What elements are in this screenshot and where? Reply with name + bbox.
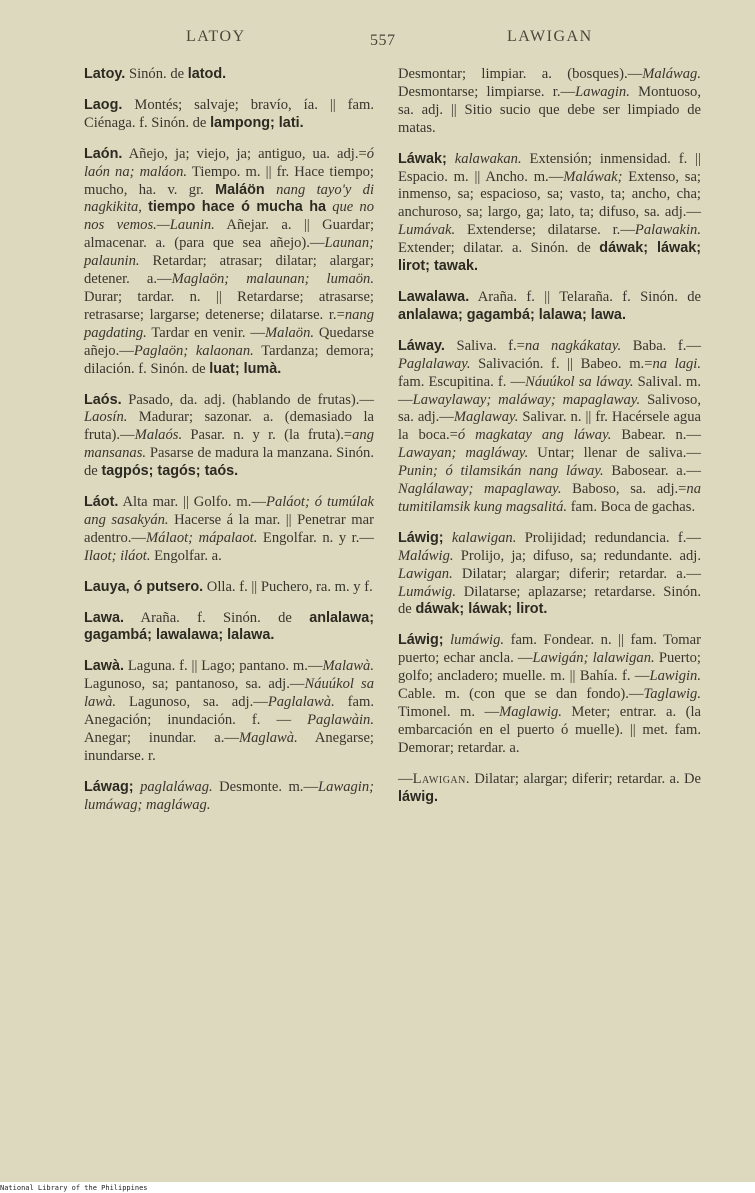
entry-headword: Láwak; bbox=[398, 150, 447, 167]
cross-reference: luat; lumà. bbox=[209, 360, 282, 377]
cross-reference: tagpós; tagós; taós. bbox=[101, 463, 239, 480]
definition-text: Baba. f.— bbox=[621, 337, 701, 354]
example-phrase: Maglaön; malaunan; lumaön. bbox=[171, 271, 374, 288]
example-phrase: ó laón na; maláon. bbox=[84, 145, 374, 180]
example-phrase: Náuúkol sa láway. bbox=[525, 373, 634, 390]
example-phrase: Paglalawà. bbox=[267, 694, 335, 711]
entry-headword: Lauya, ó putsero. bbox=[84, 578, 204, 595]
cross-reference: dáwak; láwak; lirot; tawak. bbox=[398, 240, 701, 275]
definition-text: Hacerse á la mar. || Penetrar mar adentro.— bbox=[84, 511, 374, 546]
example-phrase: lumáwig. bbox=[450, 632, 505, 649]
definition-text: Dilatarse; aplazarse; retardarse. Sinón. de bbox=[398, 583, 701, 618]
right-column bbox=[398, 66, 701, 820]
definition-text: Desmontarse; limpiarse. r.— bbox=[398, 83, 576, 100]
example-phrase: Ilaot; iláot. bbox=[84, 547, 151, 564]
definition-text: Salivar. n. || fr. Hacérsele agua la boca.= bbox=[398, 409, 701, 444]
example-phrase: Lawayan; magláway. bbox=[398, 445, 529, 462]
cross-reference: anlalawa; gagambá; lawalawa; lalawa. bbox=[84, 609, 374, 644]
definition-text: fam. Boca de gachas. bbox=[567, 498, 696, 515]
definition-text: Dilatar; alargar; diferir; retardar. a. De bbox=[470, 770, 701, 787]
example-phrase: que no nos vemos.—Launin. bbox=[84, 199, 374, 234]
example-phrase: na nagkákatay. bbox=[524, 337, 622, 354]
example-phrase: na tumitilamsik kung magsalitá. bbox=[398, 481, 701, 515]
definition-text: Montés; salvaje; bravío, ía. || fam. Ciénaga. f. Sinón. de bbox=[84, 96, 374, 131]
definition-text: Prolijidad; redundancia. f.— bbox=[516, 529, 702, 546]
example-phrase: Malaön. bbox=[264, 324, 315, 341]
definition-text: Lagunoso, sa; pantanoso, sa. adj.— bbox=[84, 676, 305, 693]
example-phrase: Malaós. bbox=[134, 427, 183, 444]
example-phrase: kalawakan. bbox=[454, 150, 522, 167]
cross-reference: lampong; lati. bbox=[210, 114, 304, 131]
entry-headword: Lawalawa. bbox=[398, 288, 470, 305]
dictionary-entry bbox=[398, 151, 701, 276]
definition-text: Añejar. a. || Guardar; almacenar. a. (para que sea añejo).— bbox=[84, 217, 375, 252]
definition-text: Salival. m.— bbox=[398, 373, 701, 408]
example-phrase: Lawigin. bbox=[649, 668, 701, 685]
dictionary-entry bbox=[398, 338, 701, 517]
cross-reference: latod. bbox=[187, 66, 227, 82]
dictionary-entry bbox=[398, 632, 701, 757]
definition-text: Puerto; golfo; ancladero; muelle. m. || Bahía. f. — bbox=[398, 650, 701, 685]
example-phrase: Maglawà. bbox=[238, 730, 298, 746]
definition-text bbox=[447, 151, 455, 167]
definition-text: Extender; dilatar. a. Sinón. de bbox=[398, 240, 600, 257]
example-phrase: Paglaön; kalaonan. bbox=[133, 342, 254, 359]
definition-text: Meter; entrar. a. (la embarcación en el puerto ó muelle). || met. fam. Demorar; retardar. a. bbox=[398, 704, 701, 756]
definition-text: Babosear. a.— bbox=[603, 463, 701, 480]
definition-text: Montuoso, sa. adj. || Sitio sucio que debe ser limpiado de matas. bbox=[398, 83, 702, 136]
example-phrase: Lumávak. bbox=[398, 222, 456, 239]
example-phrase: Punin; ó tilamsikán nang láway. bbox=[398, 463, 604, 480]
cross-reference: tiempo hace ó mucha ha bbox=[148, 199, 327, 216]
definition-text: Extensión; inmensidad. f. || Espacio. m. || Ancho. m.— bbox=[398, 150, 701, 185]
definition-text: Prolijo, ja; difuso, sa; redundante. adj. bbox=[453, 547, 701, 564]
example-phrase: Lawaylaway; maláway; mapaglaway. bbox=[412, 391, 641, 408]
definition-text: Tiempo. m. || fr. Hace tiempo; mucho, ha. v. gr. bbox=[84, 163, 374, 198]
definition-text: Desmontar; limpiar. a. (bosques).— bbox=[398, 66, 643, 82]
definition-text: Laguna. f. || Lago; pantano. m.— bbox=[124, 658, 323, 675]
example-phrase: Paglalaway. bbox=[398, 355, 471, 372]
example-phrase: nang pagdating. bbox=[84, 306, 374, 341]
example-phrase: Naglálaway; mapaglaway. bbox=[398, 481, 562, 498]
dictionary-entry bbox=[84, 658, 374, 765]
definition-text: Alta mar. || Golfo. m.— bbox=[118, 494, 267, 511]
example-phrase: ó magkatay ang láway. bbox=[457, 427, 612, 444]
definition-text: Araña. f. Sinón. de bbox=[124, 609, 310, 626]
definition-text: Lawigan. bbox=[412, 770, 471, 787]
definition-text: Añejo, ja; viejo, ja; antiguo, ua. adj.= bbox=[122, 145, 367, 162]
definition-text: Cable. m. (con que se dan fondo).— bbox=[398, 686, 644, 703]
definition-text: Quedarse añejo.— bbox=[84, 324, 374, 359]
example-phrase: Lawagin. bbox=[575, 83, 630, 100]
entry-headword: Láwig; bbox=[398, 529, 444, 546]
example-phrase: Lumáwig. bbox=[398, 583, 456, 600]
definition-text: Lagunoso, sa. adj.— bbox=[116, 694, 268, 711]
footer-credit: National Library of the Philippines bbox=[0, 1184, 148, 1192]
definition-text: fam. Anegación; inundación. f. — bbox=[84, 694, 374, 729]
entry-headword: Láot. bbox=[84, 494, 119, 511]
definition-text: Anegarse; inundarse. r. bbox=[84, 730, 374, 764]
running-head-left: LATOY bbox=[186, 28, 246, 45]
example-phrase: Maláwag. bbox=[642, 66, 701, 82]
definition-text: Salivación. f. || Babeo. m.= bbox=[470, 355, 653, 372]
definition-text: Retardar; atrasar; dilatar; alargar; detener. a.— bbox=[84, 253, 374, 288]
definition-text: fam. Escupitina. f. — bbox=[398, 373, 526, 390]
definition-text: Saliva. f.= bbox=[444, 337, 525, 354]
running-head-right: LAWIGAN bbox=[507, 28, 593, 45]
entry-headword: Latoy. bbox=[84, 66, 126, 82]
entry-headword: Laós. bbox=[84, 391, 122, 408]
definition-text: Durar; tardar. n. || Retardarse; atrasarse; retrasarse; largarse; detenerse; dilatarse. r.= bbox=[84, 288, 374, 323]
example-phrase: Lawigan. bbox=[398, 565, 453, 582]
definition-text: Pasarse de madura la manzana. Sinón. de bbox=[84, 445, 374, 480]
definition-text: Salivoso, sa. adj.— bbox=[398, 391, 701, 426]
definition-text: Tardar en venir. — bbox=[146, 324, 265, 341]
dictionary-entry bbox=[84, 146, 374, 379]
entry-headword: Laog. bbox=[84, 96, 123, 113]
example-phrase: Maláwak; bbox=[563, 168, 623, 185]
definition-text: Pasar. n. y r. (la fruta).= bbox=[182, 427, 353, 444]
definition-text bbox=[265, 182, 276, 198]
example-phrase: Taglawig. bbox=[643, 686, 701, 703]
cross-reference: anlalawa; gagambá; lalawa; lawa. bbox=[398, 306, 626, 323]
example-phrase: kalawigan. bbox=[451, 529, 517, 546]
definition-text: Anegar; inundar. a.— bbox=[84, 730, 239, 746]
definition-text: Engolfar. a. bbox=[150, 547, 222, 564]
example-phrase: Lawigán; lalawigan. bbox=[532, 650, 655, 667]
left-column bbox=[84, 66, 374, 828]
cross-reference: Maláön bbox=[215, 181, 265, 198]
example-phrase: Launan; palaunin. bbox=[84, 235, 374, 270]
example-phrase: Palawakin. bbox=[634, 222, 701, 239]
definition-text: Extenderse; dilatarse. r.— bbox=[455, 222, 635, 239]
example-phrase: Málaot; mápalaot. bbox=[146, 529, 258, 546]
entry-headword: Laón. bbox=[84, 145, 123, 162]
entry-headword: Lawa. bbox=[84, 609, 124, 626]
definition-text: Araña. f. || Telaraña. f. Sinón. de bbox=[469, 288, 701, 305]
page-number: 557 bbox=[370, 32, 396, 49]
definition-text: Babear. n.— bbox=[611, 427, 702, 444]
cross-reference: dáwak; láwak; lirot. bbox=[415, 601, 548, 618]
entry-headword: Láway. bbox=[398, 337, 445, 354]
entry-headword: Láwig; bbox=[398, 632, 444, 649]
example-phrase: Maláwig. bbox=[398, 547, 454, 564]
example-phrase: paglaláwag. bbox=[140, 778, 213, 795]
dictionary-entry bbox=[84, 579, 374, 597]
dictionary-entry bbox=[398, 289, 701, 325]
dictionary-entry bbox=[84, 610, 374, 646]
dictionary-entry bbox=[84, 66, 374, 84]
example-phrase: Paláot; ó tumúlak ang sasakyán. bbox=[84, 494, 374, 528]
example-phrase: nang tayo'y di nagkikita, bbox=[84, 181, 374, 216]
definition-text: Sinón. de bbox=[125, 66, 188, 82]
definition-text bbox=[444, 530, 452, 546]
example-phrase: Malawà. bbox=[322, 658, 374, 675]
definition-text: Timonel. m. — bbox=[398, 704, 500, 720]
example-phrase: Náuúkol sa lawà. bbox=[84, 676, 375, 711]
definition-text: Olla. f. || Puchero, ra. m. y f. bbox=[203, 578, 373, 595]
definition-text: — bbox=[398, 770, 413, 787]
entry-headword: Lawà. bbox=[84, 658, 124, 675]
definition-text: Pasado, da. adj. (hablando de frutas).— bbox=[121, 391, 374, 408]
dictionary-entry bbox=[398, 530, 701, 620]
definition-text: Desmonte. m.— bbox=[212, 778, 319, 795]
dictionary-entry bbox=[398, 771, 701, 807]
definition-text: Untar; llenar de saliva.— bbox=[528, 445, 702, 462]
definition-text: Extenso, sa; inmenso, sa; espacioso, sa; vasto, ta; ancho, cha; anchuroso, sa; largo, ga; lato, ta; difuso, sa. adj.— bbox=[398, 168, 701, 221]
definition-text: Baboso, sa. adj.= bbox=[561, 481, 687, 498]
definition-text: Madurar; sazonar. a. (demasiado la fruta).— bbox=[84, 409, 374, 444]
definition-text: Engolfar. n. y r.— bbox=[257, 529, 374, 546]
example-phrase: Maglaway. bbox=[453, 409, 519, 426]
example-phrase: na lagi. bbox=[652, 355, 702, 372]
entry-headword: Láwag; bbox=[84, 778, 134, 795]
example-phrase: ang mansanas. bbox=[84, 427, 374, 462]
dictionary-entry bbox=[84, 392, 374, 482]
dictionary-entry bbox=[84, 494, 374, 566]
dictionary-entry bbox=[84, 97, 374, 133]
dictionary-entry bbox=[398, 66, 701, 138]
example-phrase: Laosín. bbox=[84, 409, 128, 426]
dictionary-entry bbox=[84, 779, 374, 815]
definition-text: Dilatar; alargar; diferir; retardar. a.— bbox=[452, 565, 701, 582]
definition-text: Tardanza; demora; dilación. f. Sinón. de bbox=[84, 342, 374, 377]
example-phrase: Paglawàin. bbox=[307, 712, 374, 729]
cross-reference: láwig. bbox=[398, 788, 438, 805]
example-phrase: Maglawig. bbox=[499, 704, 562, 720]
definition-text: fam. Fondear. n. || fam. Tomar puerto; echar ancla. — bbox=[398, 632, 701, 667]
example-phrase: Lawagin; lumáwag; magláwag. bbox=[84, 778, 374, 813]
